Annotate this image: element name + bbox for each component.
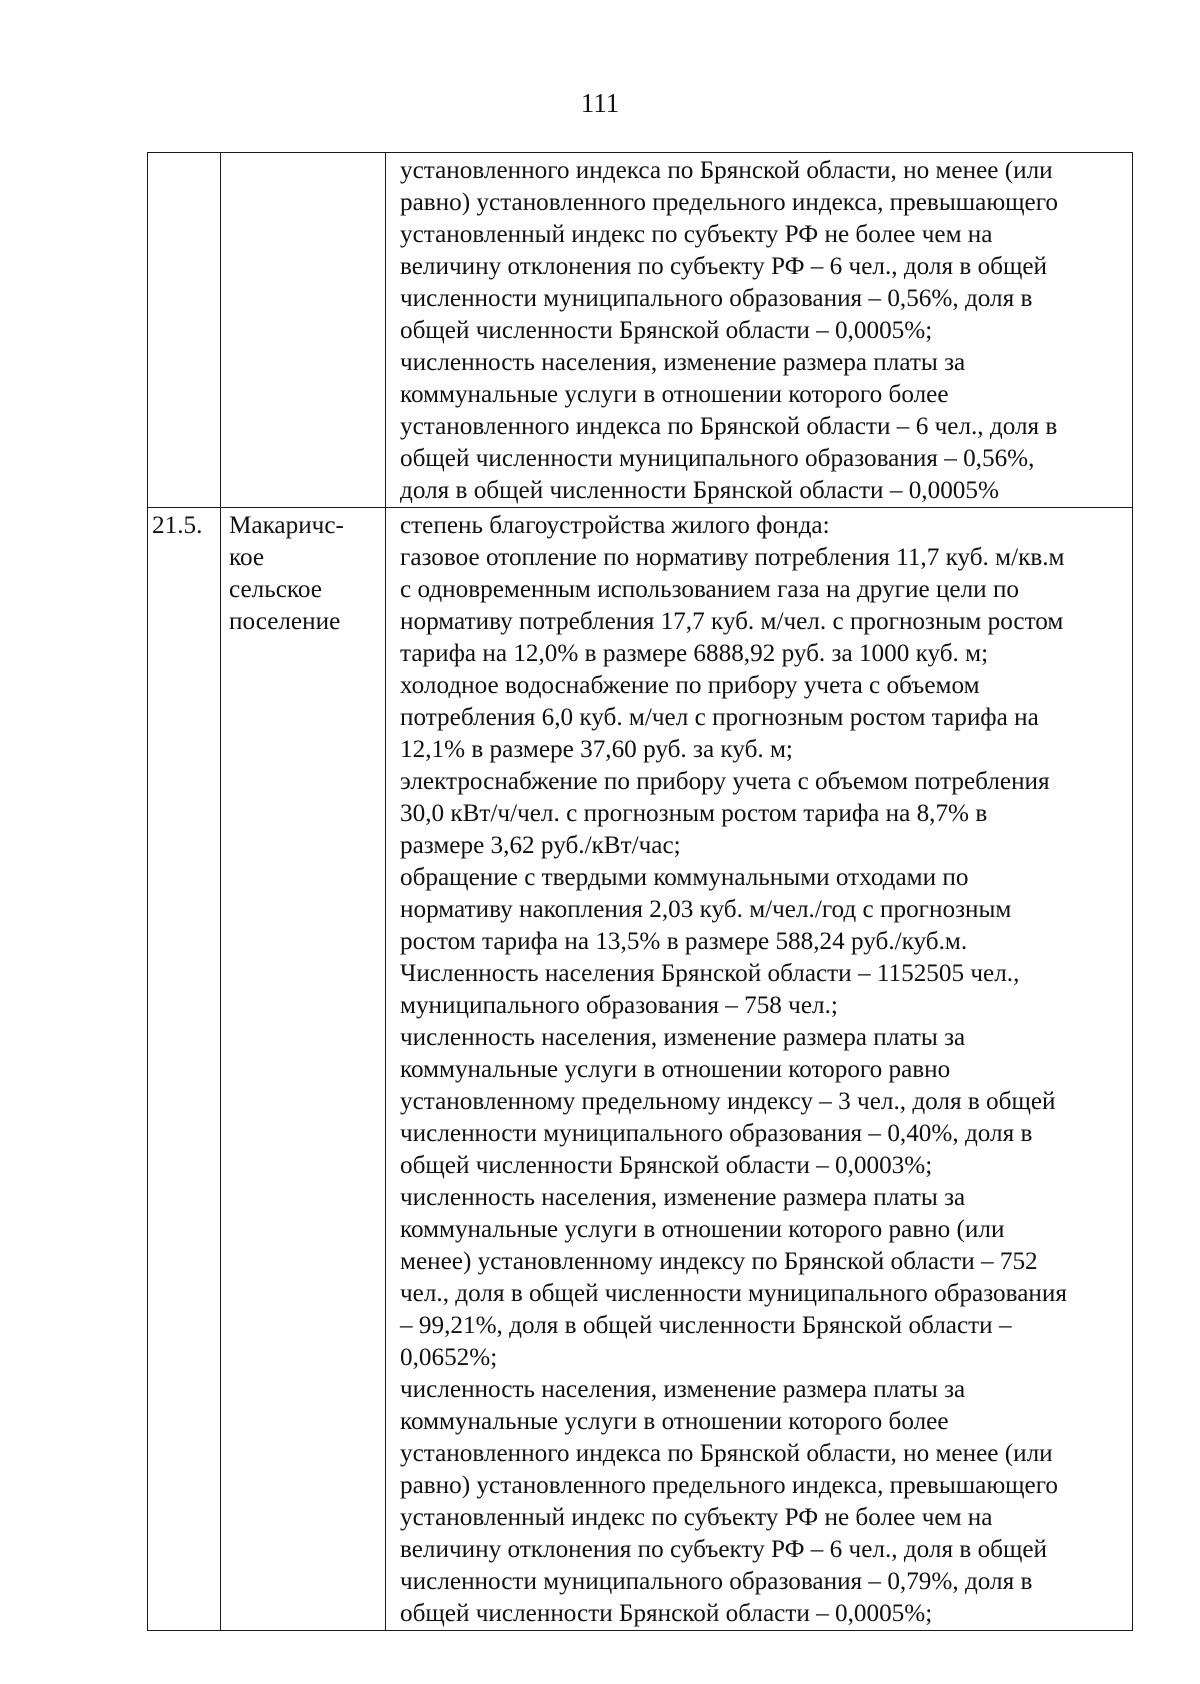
description-cell <box>386 508 1133 1631</box>
text-line: Численность населения Брянской области – 1152505 чел., <box>400 960 1020 987</box>
text-line: нормативу потребления 17,7 куб. м/чел. с прогнозным ростом <box>400 608 1064 635</box>
text-line: – 99,21%, доля в общей численности Брянской области – <box>400 1312 1012 1339</box>
text-line: численность населения, изменение размера платы за <box>400 349 966 376</box>
text-line: численности муниципального образования – 0,56%, доля в <box>400 285 1033 312</box>
table-row <box>148 153 1133 508</box>
text-line: общей численности муниципального образования – 0,56%, <box>400 445 1035 472</box>
text-line: сельское <box>229 576 322 603</box>
text-line: доля в общей численности Брянской области – 0,0005% <box>400 477 999 504</box>
text-line: численность населения, изменение размера платы за <box>400 1024 966 1051</box>
text-line: нормативу накопления 2,03 куб. м/чел./год с прогнозным <box>400 896 1012 923</box>
text-line: численность населения, изменение размера платы за <box>400 1376 966 1403</box>
text-line: общей численности Брянской области – 0,0003%; <box>400 1152 933 1179</box>
text-line: установленного индекса по Брянской области, но менее (или <box>400 157 1053 184</box>
text-line: общей численности Брянской области – 0,0005%; <box>400 1600 933 1627</box>
table-row <box>148 508 1133 1631</box>
text-line: ростом тарифа на 13,5% в размере 588,24 руб./куб.м. <box>400 928 968 955</box>
text-line: тарифа на 12,0% в размере 6888,92 руб. за 1000 куб. м; <box>400 640 989 667</box>
text-line: степень благоустройства жилого фонда: <box>400 512 830 539</box>
text-line: коммунальные услуги в отношении которого более <box>400 1408 949 1435</box>
text-line: установленного индекса по Брянской области, но менее (или <box>400 1440 1053 1467</box>
text-line: коммунальные услуги в отношении которого равно (или <box>400 1216 1005 1243</box>
text-line: численности муниципального образования – 0,79%, доля в <box>400 1568 1033 1595</box>
settlement-name-cell <box>221 508 386 1631</box>
row-number-cell: 21.5. <box>148 508 221 1631</box>
text-line: численности муниципального образования – 0,40%, доля в <box>400 1120 1033 1147</box>
text-line: установленный индекс по субъекту РФ не более чем на <box>400 1504 993 1531</box>
text-line: 30,0 кВт/ч/чел. с прогнозным ростом тарифа на 8,7% в <box>400 800 988 827</box>
text-line: 12,1% в размере 37,60 руб. за куб. м; <box>400 736 793 763</box>
text-line: кое <box>229 544 265 571</box>
text-line: коммунальные услуги в отношении которого равно <box>400 1056 951 1083</box>
text-line: коммунальные услуги в отношении которого более <box>400 381 949 408</box>
text-line: газовое отопление по нормативу потребления 11,7 куб. м/кв.м <box>400 544 1065 571</box>
text-line: установленного индекса по Брянской области – 6 чел., доля в <box>400 413 1058 440</box>
text-line: величину отклонения по субъекту РФ – 6 чел., доля в общей <box>400 253 1048 280</box>
description-cell <box>386 153 1133 508</box>
text-line: с одновременным использованием газа на другие цели по <box>400 576 1020 603</box>
text-line: величину отклонения по субъекту РФ – 6 чел., доля в общей <box>400 1536 1048 1563</box>
row-number-cell <box>148 153 221 508</box>
text-line: равно) установленного предельного индекса, превышающего <box>400 189 1059 216</box>
text-line: размере 3,62 руб./кВт/час; <box>400 832 681 859</box>
text-line: электроснабжение по прибору учета с объемом потребления <box>400 768 1050 795</box>
text-line: обращение с твердыми коммунальными отходами по <box>400 864 969 891</box>
settlement-name-cell <box>221 153 386 508</box>
text-line: установленный индекс по субъекту РФ не более чем на <box>400 221 993 248</box>
text-line: равно) установленного предельного индекса, превышающего <box>400 1472 1059 1499</box>
text-line: Макаричс- <box>229 512 344 539</box>
data-table <box>147 152 1133 1631</box>
text-line: потребления 6,0 куб. м/чел с прогнозным ростом тарифа на <box>400 704 1039 731</box>
page-number: 111 <box>580 88 620 118</box>
text-line: численность населения, изменение размера платы за <box>400 1184 966 1211</box>
text-line: общей численности Брянской области – 0,0005%; <box>400 317 933 344</box>
text-line: холодное водоснабжение по прибору учета с объемом <box>400 672 980 699</box>
text-line: чел., доля в общей численности муниципального образования <box>400 1280 1067 1307</box>
text-line: установленному предельному индексу – 3 чел., доля в общей <box>400 1088 1056 1115</box>
text-line: муниципального образования – 758 чел.; <box>400 992 838 1019</box>
text-line: 0,0652%; <box>400 1344 498 1371</box>
text-line: менее) установленному индексу по Брянской области – 752 <box>400 1248 1038 1275</box>
text-line: поселение <box>229 608 341 635</box>
